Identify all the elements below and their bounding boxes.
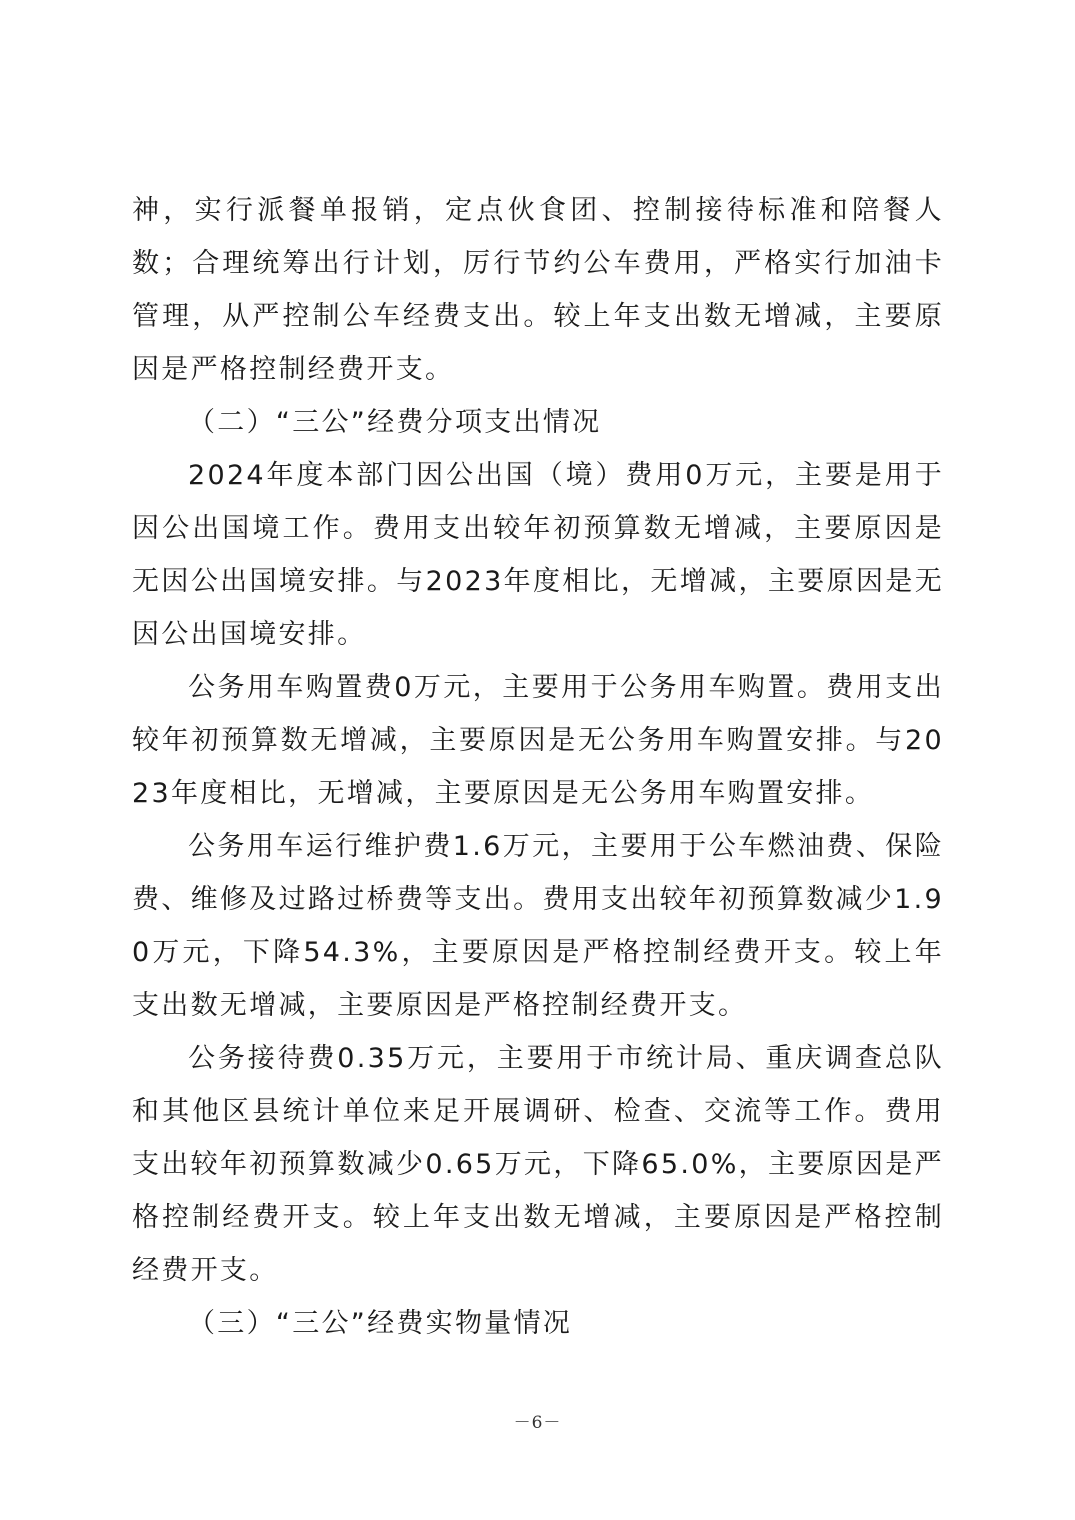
paragraph-official-reception: 公务接待费0.35万元，主要用于市统计局、重庆调查总队和其他区县统计单位来足开展调研、检查、交流等工作。费用支出较年初预算数减少0.65万元，下降65.0%，主要原因是严格控制经费开支。较上年支出数无增减，主要原因是严格控制经费开支。	[132, 1043, 944, 1286]
page-number: －6－	[513, 1413, 562, 1433]
paragraph-continuation: 神，实行派餐单报销，定点伙食团、控制接待标准和陪餐人数；合理统筹出行计划，厉行节约公车费用，严格实行加油卡管理，从严控制公车经费支出。较上年支出数无增减，主要原因是严格控制经费开支。	[132, 195, 944, 385]
paragraph-vehicle-maintenance: 公务用车运行维护费1.6万元，主要用于公车燃油费、保险费、维修及过路过桥费等支出。费用支出较年初预算数减少1.90万元，下降54.3%，主要原因是严格控制经费开支。较上年支出数无增减，主要原因是严格控制经费开支。	[132, 831, 944, 1021]
section-heading-3: （三）“三公”经费实物量情况	[188, 1308, 573, 1339]
paragraph-vehicle-purchase: 公务用车购置费0万元，主要用于公务用车购置。费用支出较年初预算数无增减，主要原因是无公务用车购置安排。与2023年度相比，无增减，主要原因是无公务用车购置安排。	[132, 672, 944, 809]
paragraph-overseas-travel: 2024年度本部门因公出国（境）费用0万元，主要是用于因公出国境工作。费用支出较年初预算数无增减，主要原因是无因公出国境安排。与2023年度相比，无增减，主要原因是无因公出国境安排。	[132, 460, 944, 650]
section-heading-2: （二）“三公”经费分项支出情况	[188, 407, 602, 438]
document-body	[132, 184, 944, 1350]
